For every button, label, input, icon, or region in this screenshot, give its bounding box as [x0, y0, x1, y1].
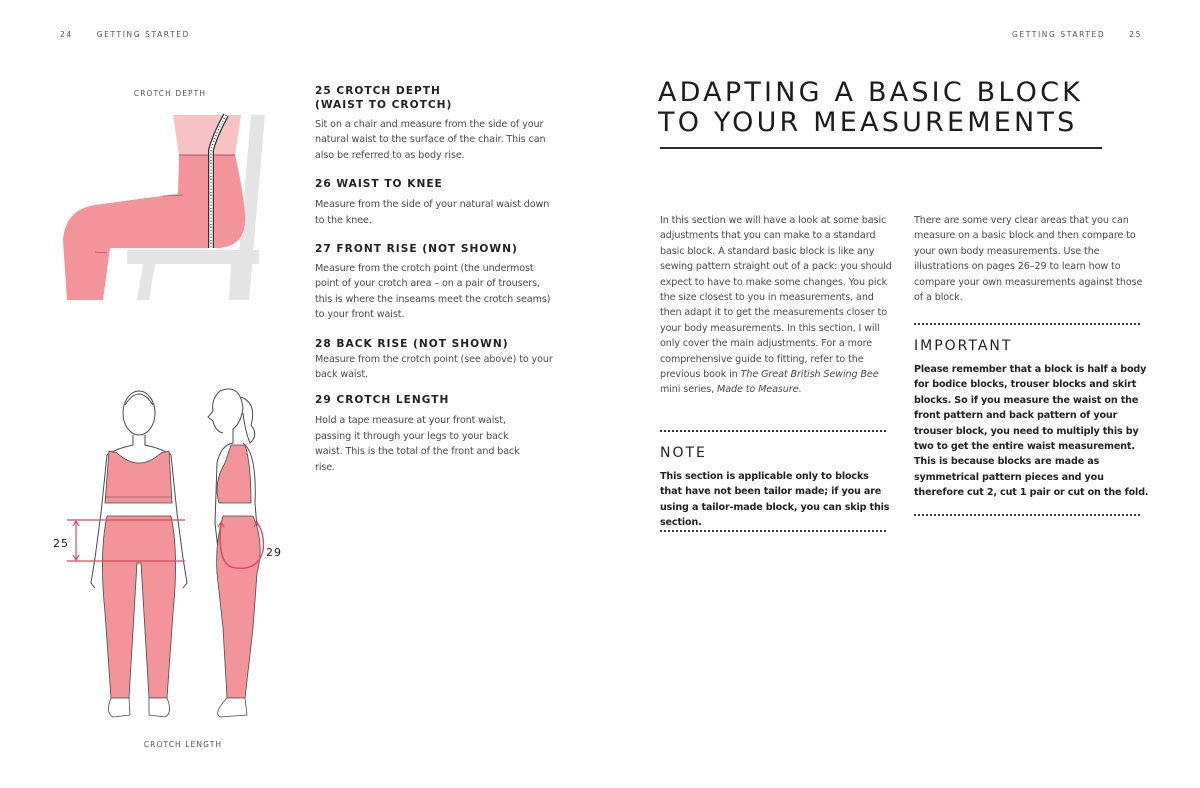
seated-crotch-depth-illustration	[55, 110, 285, 300]
measurements-column	[315, 84, 555, 475]
front-bra	[105, 451, 172, 503]
title-underline	[660, 147, 1102, 149]
measurement-heading-29: 29 CROTCH LENGTH	[315, 394, 450, 407]
column2-paragraph: There are some very clear areas that you can measure on a basic block and then compare to your own body measurements. Use the illustrations on pages 26–29 to learn how to compare your own measurements against those of a block.	[914, 215, 1143, 304]
right-section-label: GETTING STARTED	[1012, 30, 1106, 39]
leggings	[63, 155, 245, 300]
note-text: This section is applicable only to blocks that have not been tailor made; if you are using a tailor-made block, you can skip this section.	[660, 471, 890, 529]
intro-text: .	[798, 384, 802, 396]
note-bottom-divider	[660, 530, 886, 532]
measurement-text-27: Measure from the crotch point (the undermost point of your crotch area – on a pair of trousers, this is where the inseams meet the crotch seams) to your front waist.	[315, 263, 551, 321]
right-page-number: 25	[1129, 30, 1142, 39]
note-heading: NOTE	[660, 445, 707, 461]
standing-crotch-length-illustration	[45, 383, 285, 723]
important-top-divider	[914, 323, 1140, 325]
title-line-1: ADAPTING A BASIC BLOCK	[658, 77, 1084, 108]
left-running-head	[60, 30, 190, 39]
measurement-text-26: Measure from the side of your natural waist down to the knee.	[315, 199, 550, 226]
measurement-heading-26: 26 WAIST TO KNEE	[315, 178, 443, 191]
top-garment	[173, 115, 241, 155]
intro-paragraph	[660, 213, 892, 398]
note-top-divider	[660, 430, 886, 432]
heading-line: (WAIST TO CROTCH)	[315, 99, 453, 111]
important-text: Please remember that a block is half a body for bodice blocks, trouser blocks and skirt blocks. So if you measure the waist on the front pattern and back pattern of your trouser block, you need to multiply this by two to get the entire waist measurement. This is because blocks are made as symmetrical pattern pieces and you therefore cut 2, cut 1 pair or cut on the fold.	[914, 364, 1149, 499]
right-running-head	[1012, 30, 1142, 39]
side-bra	[217, 445, 251, 503]
heading-line: 25 CROTCH DEPTH	[315, 85, 441, 97]
front-leggings	[102, 516, 175, 698]
crotch-depth-caption: CROTCH DEPTH	[133, 89, 207, 98]
label-25: 25	[53, 537, 69, 550]
important-heading: IMPORTANT	[914, 338, 1013, 354]
label-29: 29	[266, 546, 282, 559]
title-line-2: TO YOUR MEASUREMENTS	[658, 107, 1078, 138]
side-leggings	[217, 516, 261, 698]
book-title: Made to Measure	[717, 384, 799, 396]
left-section-label: GETTING STARTED	[96, 30, 190, 39]
measurement-heading-28: 28 BACK RISE (NOT SHOWN)	[315, 337, 509, 350]
measurement-text-29: Hold a tape measure at your front waist, passing it through your legs to your back waist. This is the total of the front and back rise.	[315, 415, 520, 473]
crotch-length-caption: CROTCH LENGTH	[143, 740, 223, 749]
page-title	[658, 78, 1128, 138]
book-title: The Great British Sewing Bee	[740, 369, 879, 381]
measurement-text-28: Measure from the crotch point (see above) to your back waist.	[315, 353, 553, 381]
intro-text: mini series,	[660, 384, 718, 396]
measurement-text-25: Sit on a chair and measure from the side of your natural waist to the surface of the chair. This can also be referred to as body rise.	[315, 119, 546, 161]
left-page-number: 24	[60, 30, 73, 39]
measurement-heading-27: 27 FRONT RISE (NOT SHOWN)	[315, 243, 518, 256]
important-bottom-divider	[914, 514, 1140, 516]
intro-text: In this section we will have a look at some basic adjustments that you can make to a standard basic block. A standard basic block is like any sewing pattern straight out of a pack: you should expect to have to make some changes. You pick the size closest to you in measurements, and then adapt it to get the measurements closer to your body measurements. In this section, I will only cover the main adjustments. For a more comprehensive guide to fitting, refer to the previous book in	[660, 215, 892, 381]
measurement-heading-25	[315, 84, 555, 112]
